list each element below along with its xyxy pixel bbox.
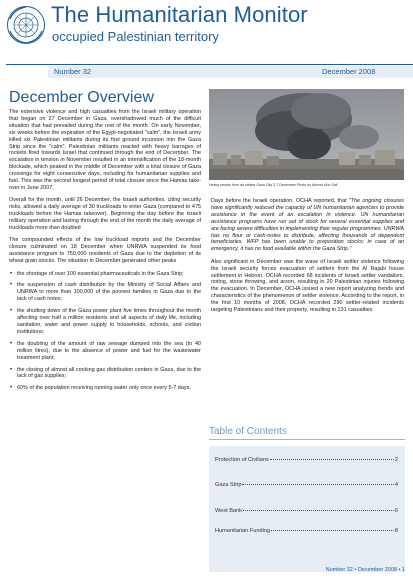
toc-page: 8 xyxy=(394,528,398,534)
table-of-contents xyxy=(209,446,405,572)
un-emblem-icon xyxy=(6,5,46,45)
toc-entry-funding[interactable] xyxy=(215,528,398,534)
ocha-quote: "The ongoing closures have significantly reduced the capacity of UN humanitarian agencies to provide assistance in the event of an escalation in violence. UN humanitarian assistance programs have run out of stock for several essential supplies and are facing severe difficulties in implementing their regular programmes. UNRWA has no flour or cash-notes to distribute, affecting thousands of dependent beneficiaries. WFP has been unable to preposition stocks; in case of an emergency, it has no food available within the Gaza Strip." xyxy=(211,198,404,253)
toc-title: Table of Contents xyxy=(209,426,405,440)
toc-page: 2 xyxy=(394,457,398,463)
left-column xyxy=(9,109,201,397)
list-item: • the closing of almost all cooking gas distribution centers in Gaza, due to the lack of gas supplies; xyxy=(9,367,201,381)
paragraph: Also significant in December was the wave of Israeli settler violence following the Israeli security forces evacuation of settlers from the Al Rajabi house settlement in Hebron. OCHA recorded 68 incidents of Israeli settler vandalism, rioting, stone throwing, and arson, resulting in 20 Palestinian injuries following the evacuation. In December, OCHA issued a new report analyzing trends and characteristics of the phenomenon of settler violence. According to the report, in the first 10 months of 2008, OCHA recorded 290 settler-related incidents targeting Palestinians and their property, resulting in 131 casualties. xyxy=(211,258,404,314)
leader-dots xyxy=(242,484,393,485)
toc-label: Humanitarian Funding xyxy=(215,528,271,534)
issue-number: Number 32 xyxy=(54,67,92,76)
toc-label: Protection of Civilians xyxy=(215,457,269,463)
paragraph-intro: Days before the Israeli operation, OCHA reported, that xyxy=(211,198,349,204)
leader-dots xyxy=(271,530,394,531)
paragraph: The extensive violence and high casualties from the Israeli military operation that began on 27 December in Gaza, overshadowed much of the difficult situation that had prevailed during the rest of the month. On early November, six weeks before the expiration of the Egypt-negotiated "calm", the Israeli army killed six Palestinian militants during its first ground incursion into the Gaza Strip since the "calm". Palestinian militants reacted with heavy barrages of rockets fired towards Israel that continued through the end of December. The escalation in tension in November resulted in an intensification of the 18-month blockade, which peaked in the middle of December with a total closure of Gaza crossings for eight consecutive days, including for humanitarian supplies and fuel. This was the second longest period of total closure since the Hamas take-over in June 2007. xyxy=(9,109,201,191)
masthead xyxy=(0,0,413,50)
header-rule xyxy=(6,64,413,65)
leader-dots xyxy=(243,510,394,511)
toc-label: Gaza Strip xyxy=(215,482,242,488)
bullet-list xyxy=(9,271,201,393)
page-footer: Number 32 • December 2008 • 1 xyxy=(325,567,405,573)
toc-entry-gaza[interactable] xyxy=(215,482,398,488)
smoke-photo xyxy=(209,89,404,180)
photo-caption: Heavy smoke from air strikes Gaza City 2-7 December Photo by Ahmed Abu Sall xyxy=(209,183,338,187)
list-item: • the suspension of cash distribution by the Ministry of Social Affairs and UNRWA to more than 100,000 of the poorest families in Gaza due to the lack of cash notes; xyxy=(9,282,201,303)
section-title: December Overview xyxy=(9,89,154,106)
right-column xyxy=(211,198,404,320)
list-item: • the shutting down of the Gaza power plant five times throughout the month affecting over half a million residents and all aspects of daily life, including sanitation, water and power supply to households, schools, and civilian institutions; xyxy=(9,308,201,336)
paragraph xyxy=(211,198,404,253)
toc-entry-west-bank[interactable] xyxy=(215,508,398,514)
toc-page: 4 xyxy=(394,482,398,488)
publication-subtitle: occupied Palestinian territory xyxy=(52,29,219,44)
toc-entry-protection[interactable] xyxy=(215,457,398,463)
list-item: • 60% of the population receiving running water only once every 5-7 days. xyxy=(9,385,201,392)
publication-title: The Humanitarian Monitor xyxy=(51,2,308,27)
paragraph: The compounded effects of the low truckload imports and the December closure culminated on 18 December when UNRWA suspended its food assistance program to 750,000 residents of Gaza due to the depletion of its wheat grain stocks. The situation in December generated other peaks xyxy=(9,237,201,265)
list-item: • the shortage of over 100 essential pharmaceuticals in the Gaza Strip; xyxy=(9,271,201,278)
leader-dots xyxy=(270,459,394,460)
list-item: • the doubling of the amount of raw sewage dumped into the sea (to 40 million litres), due to the absence of power and fuel for the wastewater treatment plant; xyxy=(9,341,201,362)
toc-page: 6 xyxy=(394,508,398,514)
paragraph: Overall for the month, until 26 December, the Israeli authorities, citing security risks, allowed a daily average of 30 truckloads to enter Gaza (compared to 475 truckloads before the Hamas takeover). Beginning the day before the Israeli military operation and lasting through the end of the month the daily average of truckloads more than doubled xyxy=(9,197,201,231)
issue-date: December 2008 xyxy=(322,67,376,76)
toc-label: West Bank xyxy=(215,508,242,514)
